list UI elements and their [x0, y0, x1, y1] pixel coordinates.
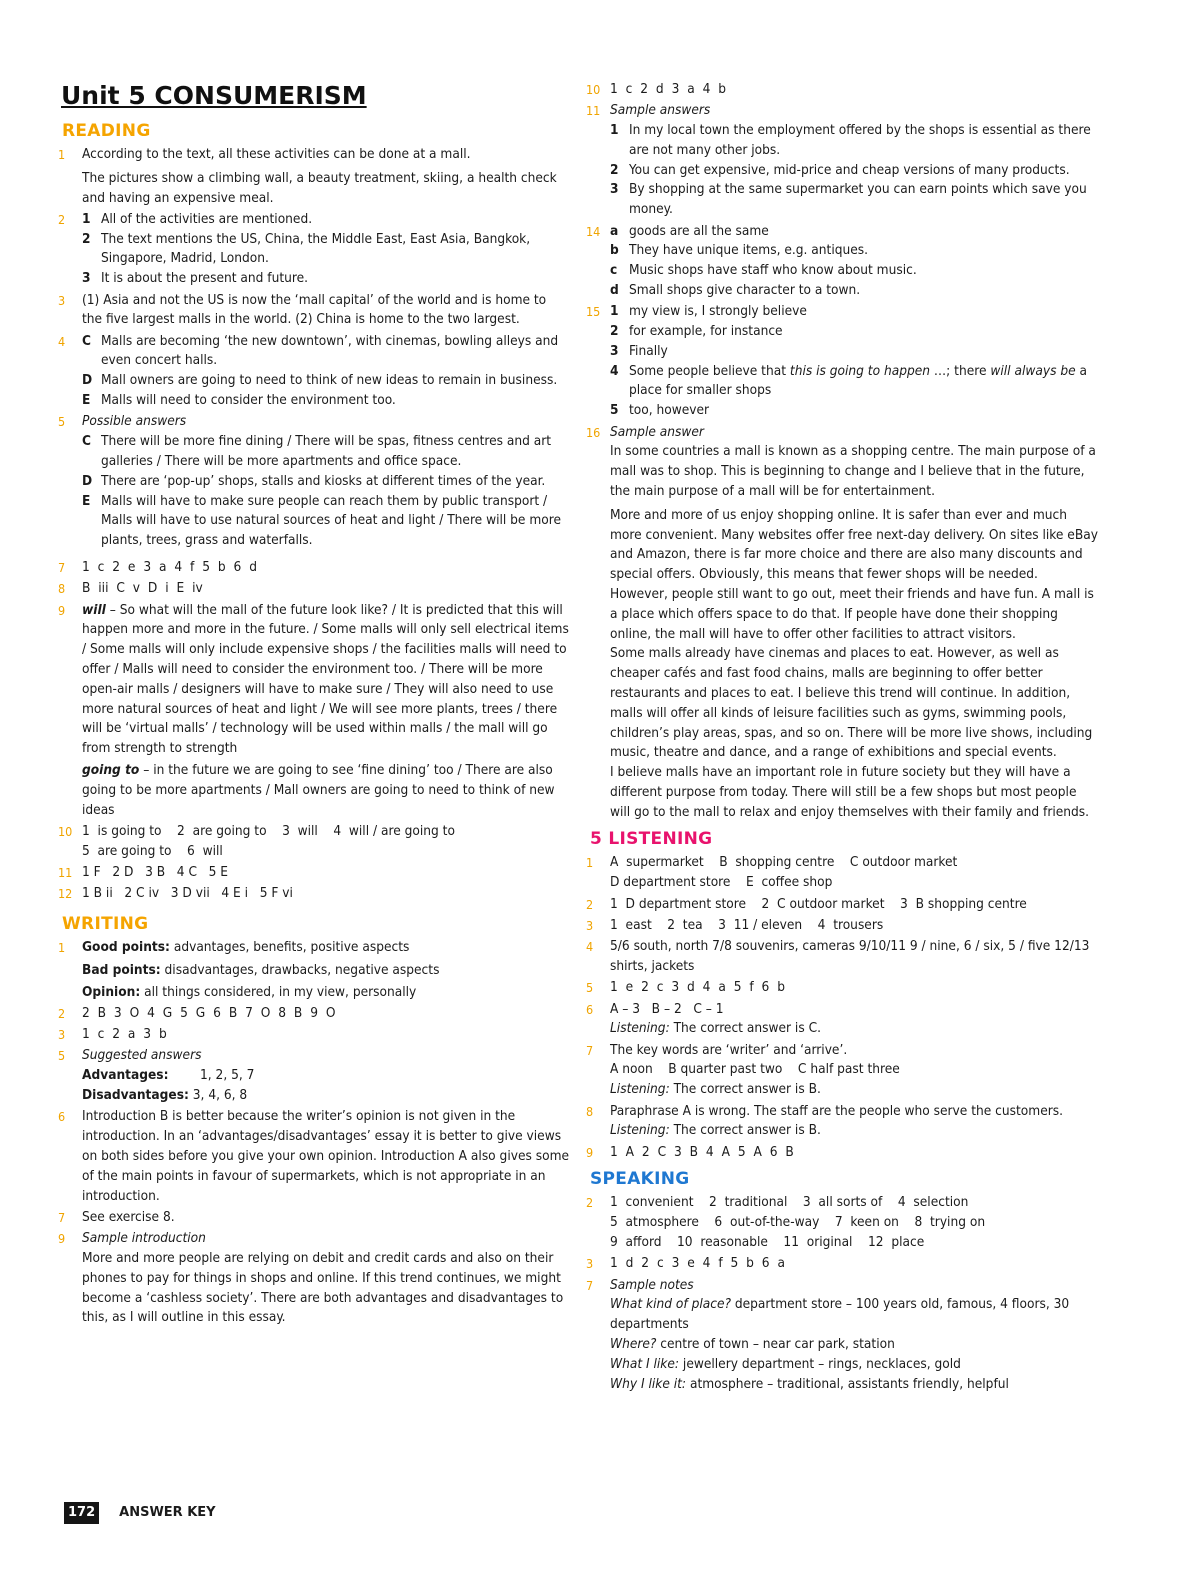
question-number: 11 [586, 103, 601, 119]
question-number: 6 [586, 1001, 594, 1017]
answer-paragraph: More and more of us enjoy shopping online. It is safer than ever and much more convenient. Many websites offer free next-day delivery. On sites like eBay and Amazon, there is far more choice and there are also many discounts and special offers. Obviously, this means that fewer shops will be needed. However, people still want to go out, meet their friends and have fun. A mall is a place which offers space to do that. If people have done their shopping online, the mall will have to offer other facilities to attract visitors. [610, 506, 1098, 642]
list-item: C Malls are becoming ‘the new downtown’, with cinemas, bowling alleys and even concert halls. [82, 332, 559, 369]
page-number: 172 [64, 1502, 99, 1524]
list-item: b They have unique items, e.g. antiques. [610, 242, 869, 259]
list-item: 2 for example, for instance [610, 323, 783, 340]
writing-q1 [58, 938, 570, 1002]
answer-text: 1 c 2 e 3 a 4 f 5 b 6 d [82, 558, 257, 575]
answer-text: Good points: advantages, benefits, positive aspects [82, 938, 410, 955]
question-number: 2 [58, 1005, 66, 1021]
list-item: 3 By shopping at the same supermarket you can earn points which save you money. [610, 181, 1087, 218]
question-number: 9 [58, 1231, 66, 1247]
reading-q4 [58, 332, 570, 411]
question-number: 6 [58, 1109, 66, 1125]
listening-q3 [586, 916, 1098, 936]
question-number: 3 [586, 1256, 594, 1272]
answer-text: 1 is going to 2 are going to 3 will 4 will / are going to [82, 822, 455, 839]
answer-text: A noon B quarter past two C half past three [610, 1061, 900, 1078]
page-title: Unit 5 CONSUMERISM [61, 81, 367, 110]
answer-text: will – So what will the mall of the future look like? / It is predicted that this will happen more and more in the future. / Some malls will only sell electrical items / Some malls will only include expensive shops / the facilities malls will need to offer / Malls will need to consider the environment too. / There will be more open-air malls / designers will have to make sure / They will also need to use more natural sources of heat and light / We will see more plants, trees / there will be ‘virtual malls’ / technology will be used within malls / the mall will go from strength to strength [82, 601, 569, 757]
reading-q16 [586, 423, 1098, 823]
reading-q10-right [586, 80, 1098, 100]
writing-q6 [58, 1107, 570, 1206]
list-item: 1 All of the activities are mentioned. [82, 210, 313, 227]
list-item: 3 It is about the present and future. [82, 270, 309, 287]
answer-text: Listening: The correct answer is B. [610, 1122, 821, 1139]
answer-text: 1 east 2 tea 3 11 / eleven 4 trousers [610, 916, 884, 933]
left-column [58, 80, 570, 1330]
question-number: 7 [586, 1042, 594, 1058]
reading-q5 [58, 412, 570, 551]
reading-q12 [58, 884, 570, 904]
list-item: a goods are all the same [610, 222, 769, 239]
answer-text: 1 e 2 c 3 d 4 a 5 f 6 b [610, 979, 785, 996]
listening-q5 [586, 978, 1098, 998]
answer-text: 1 D department store 2 C outdoor market 3 B shopping centre [610, 895, 1027, 912]
question-number: 8 [58, 581, 66, 597]
answer-text: 1 c 2 d 3 a 4 b [610, 81, 727, 97]
listening-q4 [586, 937, 1098, 977]
question-number: 9 [58, 602, 66, 618]
answer-text: Bad points: disadvantages, drawbacks, negative aspects [82, 961, 440, 978]
question-number: 5 [58, 1048, 66, 1064]
answer-text: 1 convenient 2 traditional 3 all sorts of 4 selection [610, 1194, 969, 1211]
question-number: 16 [586, 424, 601, 440]
question-number: 1 [58, 939, 66, 955]
answer-intro: Sample notes [610, 1276, 694, 1293]
question-number: 3 [58, 292, 66, 308]
question-number: 14 [586, 223, 601, 239]
answer-intro: Suggested answers [82, 1047, 202, 1064]
footer-label: ANSWER KEY [119, 1505, 216, 1521]
list-item: D Mall owners are going to need to think of new ideas to remain in business. [82, 372, 558, 389]
question-number: 7 [586, 1277, 594, 1293]
reading-q14 [586, 222, 1098, 301]
list-item: 1 In my local town the employment offered by the shops is essential as there are not many other jobs. [610, 122, 1091, 158]
answer-text: A supermarket B shopping centre C outdoor market [610, 854, 958, 871]
answer-text: (1) Asia and not the US is now the ‘mall capital’ of the world and is home to the five largest malls in the world. (2) China is home to the two largest. [82, 291, 547, 328]
question-number: 10 [586, 82, 601, 97]
list-item: C There will be more fine dining / There will be spas, fitness centres and art galleries / There will be more apartments and office space. [82, 433, 552, 469]
listening-q9 [586, 1143, 1098, 1163]
answer-text: going to – in the future we are going to see ‘fine dining’ too / There are also going to be more apartments / Mall owners are going to need to think of new ideas [82, 761, 555, 818]
listening-heading: 5 LISTENING [590, 829, 713, 850]
list-item: 2 The text mentions the US, China, the Middle East, East Asia, Bangkok, Singapore, Madrid, London. [82, 230, 531, 267]
list-item: 1 my view is, I strongly believe [610, 303, 807, 320]
answer-text: Introduction B is better because the writer’s opinion is not given in the introduction. In an ‘advantages/disadvantages’ essay it is better to give views on both sides before you give your own opinion. Introduction A also gives some of the main points in favour of supermarkets, which is not appropriate in an introduction. [82, 1108, 570, 1204]
page-footer [64, 1502, 216, 1524]
list-item: E Malls will have to make sure people can reach them by public transport / Malls will have to use natural sources of heat and light / There will be more plants, trees, grass and waterfalls. [82, 492, 561, 549]
writing-q5 [58, 1046, 570, 1105]
answer-text: See exercise 8. [82, 1208, 175, 1225]
answer-text: 1 B ii 2 C iv 3 D vii 4 E i 5 F vi [82, 885, 293, 902]
listening-q7 [586, 1041, 1098, 1100]
question-number: 10 [58, 823, 73, 839]
reading-q9 [58, 601, 570, 821]
writing-q2 [58, 1004, 570, 1024]
answer-intro: Possible answers [82, 413, 187, 430]
question-number: 2 [586, 896, 594, 912]
question-number: 1 [586, 855, 594, 871]
question-number: 8 [586, 1103, 594, 1119]
question-number: 15 [586, 304, 601, 320]
answer-text: 1 c 2 a 3 b [82, 1026, 167, 1043]
question-number: 11 [58, 864, 73, 880]
answer-text: A – 3 B – 2 C – 1 [610, 1000, 724, 1017]
speaking-q7 [586, 1276, 1098, 1395]
answer-text: D department store E coffee shop [610, 874, 833, 891]
reading-q3 [58, 291, 570, 331]
answer-text: 1 A 2 C 3 B 4 A 5 A 6 B [610, 1143, 794, 1160]
answer-text: Opinion: all things considered, in my view, personally [82, 983, 417, 1000]
writing-q9 [58, 1229, 570, 1328]
note-line: What I like: jewellery department – rings, necklaces, gold [610, 1355, 961, 1372]
question-number: 2 [586, 1195, 594, 1211]
speaking-heading: SPEAKING [590, 1169, 690, 1190]
question-number: 4 [58, 333, 66, 349]
reading-q15 [586, 302, 1098, 421]
answer-text: More and more people are relying on debit and credit cards and also on their phones to pay for things in shops and online. If this trend continues, we might become a ‘cashless society’. There are both advantages and disadvantages to this, as I will outline in this essay. [82, 1249, 564, 1326]
list-item: d Small shops give character to a town. [610, 281, 861, 298]
answer-intro: Sample answers [610, 102, 711, 119]
writing-q7 [58, 1208, 570, 1228]
list-item: 4 Some people believe that this is going to happen …; there will always be a place for smaller shops [610, 362, 1088, 399]
note-line: What kind of place? department store – 100 years old, famous, 4 floors, 30 departments [610, 1296, 1070, 1333]
question-number: 9 [586, 1144, 594, 1160]
list-item: E Malls will need to consider the environment too. [82, 392, 396, 409]
writing-heading: WRITING [62, 913, 149, 934]
question-number: 5 [58, 414, 66, 430]
note-line: Where? centre of town – near car park, station [610, 1336, 895, 1353]
listening-q2 [586, 895, 1098, 915]
answer-text: 9 afford 10 reasonable 11 original 12 place [610, 1234, 925, 1251]
answer-text: B iii C v D i E iv [82, 580, 203, 597]
answer-text: The pictures show a climbing wall, a beauty treatment, skiing, a health check and having an expensive meal. [82, 169, 557, 206]
answer-text: Paraphrase A is wrong. The staff are the people who serve the customers. [610, 1102, 1064, 1119]
list-item: D There are ‘pop-up’ shops, stalls and kiosks at different times of the year. [82, 472, 546, 489]
answer-paragraph: In some countries a mall is known as a shopping centre. The main purpose of a mall was to shop. This is beginning to change and I believe that in the future, the main purpose of a mall will be for entertainment. [610, 443, 1096, 499]
reading-heading: READING [62, 121, 151, 141]
answer-text: Listening: The correct answer is B. [610, 1081, 821, 1098]
answer-paragraph: Some malls already have cinemas and places to eat. However, as well as cheaper cafés and fast food chains, malls are beginning to offer better restaurants and places to eat. I believe this trend will continue. In addition, malls will offer all kinds of leisure facilities such as gyms, swimming pools, children’s play areas, spas, and so on. There will be more live shows, including music, theatre and dance, and a range of exhibitions and special events. [610, 645, 1093, 761]
question-number: 4 [586, 939, 594, 955]
answer-text: Advantages: 1, 2, 5, 7 [82, 1067, 255, 1084]
question-number: 1 [58, 147, 66, 162]
list-item: 5 too, however [610, 402, 710, 419]
answer-text: According to the text, all these activities can be done at a mall. [82, 146, 471, 162]
question-number: 5 [586, 980, 594, 996]
reading-q2 [58, 210, 570, 289]
answer-text: 5/6 south, north 7/8 souvenirs, cameras 9/10/11 9 / nine, 6 / six, 5 / five 12/13 shirts, jackets [610, 938, 1090, 974]
right-column [586, 80, 1098, 1396]
reading-q11 [58, 863, 570, 883]
answer-intro: Sample introduction [82, 1230, 206, 1247]
answer-text: 1 F 2 D 3 B 4 C 5 E [82, 863, 229, 880]
answer-text: 1 d 2 c 3 e 4 f 5 b 6 a [610, 1255, 785, 1272]
answer-intro: Sample answer [610, 423, 704, 440]
reading-q11-right [586, 101, 1098, 220]
reading-q7 [58, 558, 570, 578]
speaking-q2 [586, 1193, 1098, 1252]
question-number: 3 [58, 1027, 66, 1043]
question-number: 12 [58, 886, 73, 902]
reading-q10 [58, 822, 570, 862]
note-line: Why I like it: atmosphere – traditional, assistants friendly, helpful [610, 1375, 1009, 1392]
listening-q8 [586, 1102, 1098, 1142]
answer-text: The key words are ‘writer’ and ‘arrive’. [610, 1041, 848, 1058]
answer-text: 5 are going to 6 will [82, 842, 223, 859]
answer-paragraph: I believe malls have an important role in future society but they will have a different purpose from today. There will still be a few shops but most people will go to the mall to relax and enjoy themselves with their family and friends. [610, 764, 1090, 820]
answer-text: 5 atmosphere 6 out-of-the-way 7 keen on 8 trying on [610, 1214, 986, 1231]
question-number: 2 [58, 211, 66, 227]
listening-q1 [586, 853, 1098, 893]
speaking-q3 [586, 1254, 1098, 1274]
list-item: c Music shops have staff who know about music. [610, 262, 917, 279]
question-number: 7 [58, 1209, 66, 1225]
answer-text: 2 B 3 O 4 G 5 G 6 B 7 O 8 B 9 O [82, 1004, 336, 1021]
writing-q3 [58, 1025, 570, 1045]
question-number: 3 [586, 917, 594, 933]
listening-q6 [586, 1000, 1098, 1040]
question-number: 7 [58, 559, 66, 575]
reading-q8 [58, 579, 570, 599]
answer-text: Listening: The correct answer is C. [610, 1020, 821, 1037]
reading-q1 [58, 145, 570, 208]
list-item: 2 You can get expensive, mid-price and cheap versions of many products. [610, 161, 1070, 178]
list-item: 3 Finally [610, 342, 668, 359]
answer-text: Disadvantages: 3, 4, 6, 8 [82, 1087, 248, 1104]
